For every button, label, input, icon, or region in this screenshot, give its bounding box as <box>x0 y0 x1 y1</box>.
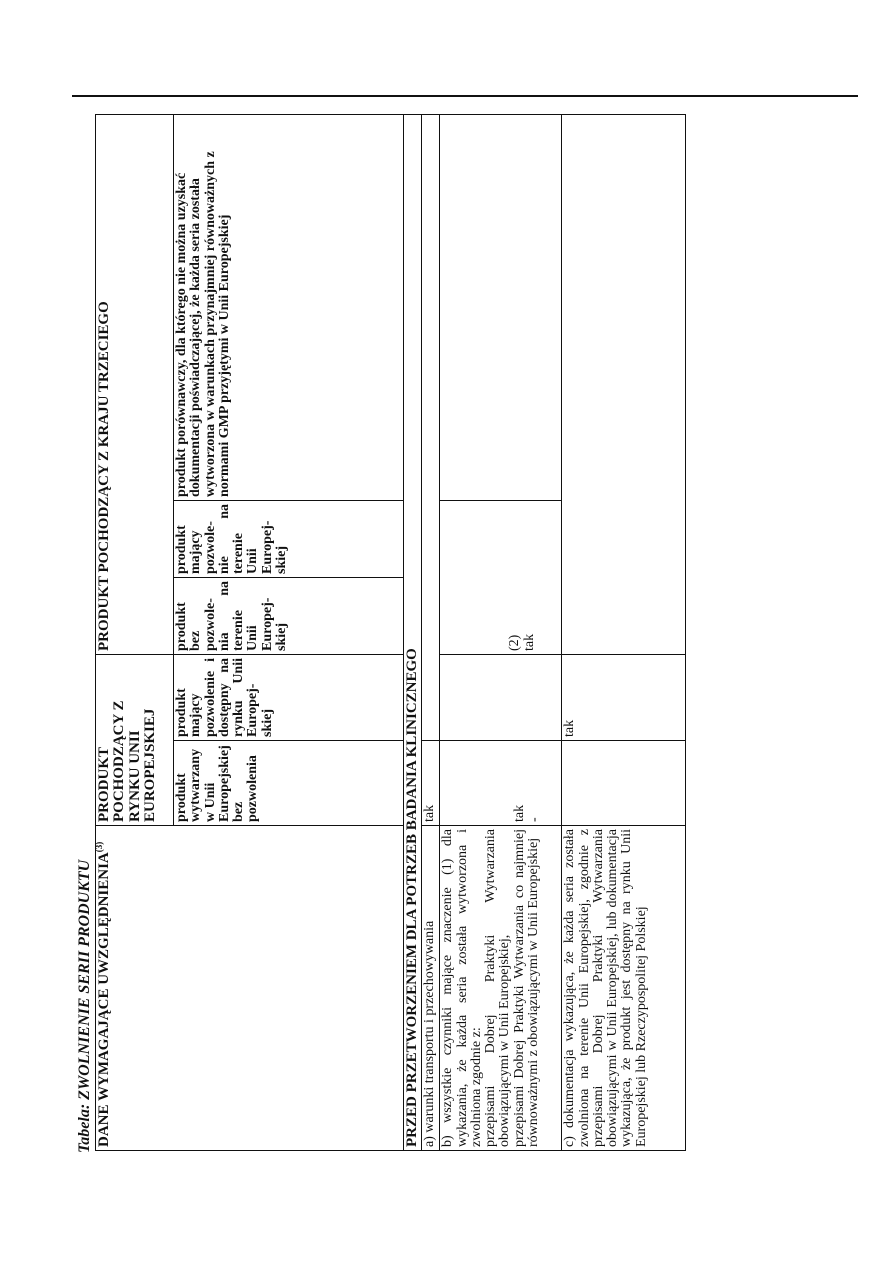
row-c-label: c) dokumentacja wykazująca, że każda seria została zwolniona na terenie Unii Europejskiej, zgodnie z przepisami Dobrej Praktyki Wytwarzania obowiązującymi w Unii Europejskiej, lub dokumentacja wykazująca, że produkt jest dostępny na rynku Unii Europejskiej lub Rzeczypospolitej Polskiej <box>562 826 686 1151</box>
row-c-col2: tak <box>562 655 686 741</box>
header-rule <box>72 95 858 97</box>
row-b-col2 <box>440 655 562 741</box>
subheader-comparator: produkt porównawczy, dla którego nie można uzyskać dokumentacji poświadczającej, że każda seria została wytworzona w warunkach przynajmniej równoważnych z normami GMP przyjętymi w Unii Europejskiej <box>174 115 404 501</box>
table-caption: Tabela: ZWOLNIENIE SERII PRODUKTU <box>76 859 93 1153</box>
row-a-col1: tak <box>422 741 440 826</box>
table-row <box>422 115 440 1151</box>
row-b-col3: (2) tak <box>440 501 562 655</box>
rotated-page <box>75 108 695 1153</box>
table-row <box>440 115 562 1151</box>
header-row <box>96 115 174 1151</box>
row-b-col1: tak - <box>440 741 562 826</box>
row-a-empty <box>422 115 440 741</box>
subheader-eu-no-permit: produkt wytwarzany w Unii Europejskiej bez pozwolenia <box>174 741 404 826</box>
batch-release-table <box>95 114 686 1151</box>
subheader-third-no-permit: produkt bez pozwole-nia na terenie Unii Europej-skiej <box>174 578 404 655</box>
row-c-col1 <box>562 741 686 826</box>
eu-group-header: PRODUKT POCHODZĄCY Z RYNKU UNII EUROPEJSKIEJ <box>96 655 174 826</box>
section-row <box>404 115 422 1151</box>
subheader-third-permit: produkt mający pozwole-nie na terenie Unii Europej-skiej <box>174 501 404 578</box>
row-c-empty <box>562 115 686 655</box>
data-column-header: DANE WYMAGAJĄCE UWZGLĘDNIENIA$^{(3)}$ <box>96 826 404 1151</box>
table-row <box>562 115 686 1151</box>
section-title: PRZED PRZETWORZENIEM DLA POTRZEB BADANIA KLINICZNEGO <box>404 115 422 1151</box>
subheader-eu-permit: produkt mający pozwolenie i dostępny na rynku Unii Europej-skiej <box>174 655 404 741</box>
third-country-group-header: PRODUKT POCHODZĄCY Z KRAJU TRZECIEGO <box>96 115 174 655</box>
row-a-label: a) warunki transportu i przechowywania <box>422 826 440 1151</box>
row-b-col4 <box>440 115 562 501</box>
row-b-label: b) wszystkie czynniki mające znaczenie (1) dla wykazania, że każda seria została wytworzona i zwolniona zgodnie z: przepisami Dobrej Praktyki Wytwarzania obowiązującymi w Unii Europejskiej, przepisami Dobrej Praktyki Wytwarzania co najmniej równoważnymi z obowiązującymi w Unii Europejskiej <box>440 826 562 1151</box>
